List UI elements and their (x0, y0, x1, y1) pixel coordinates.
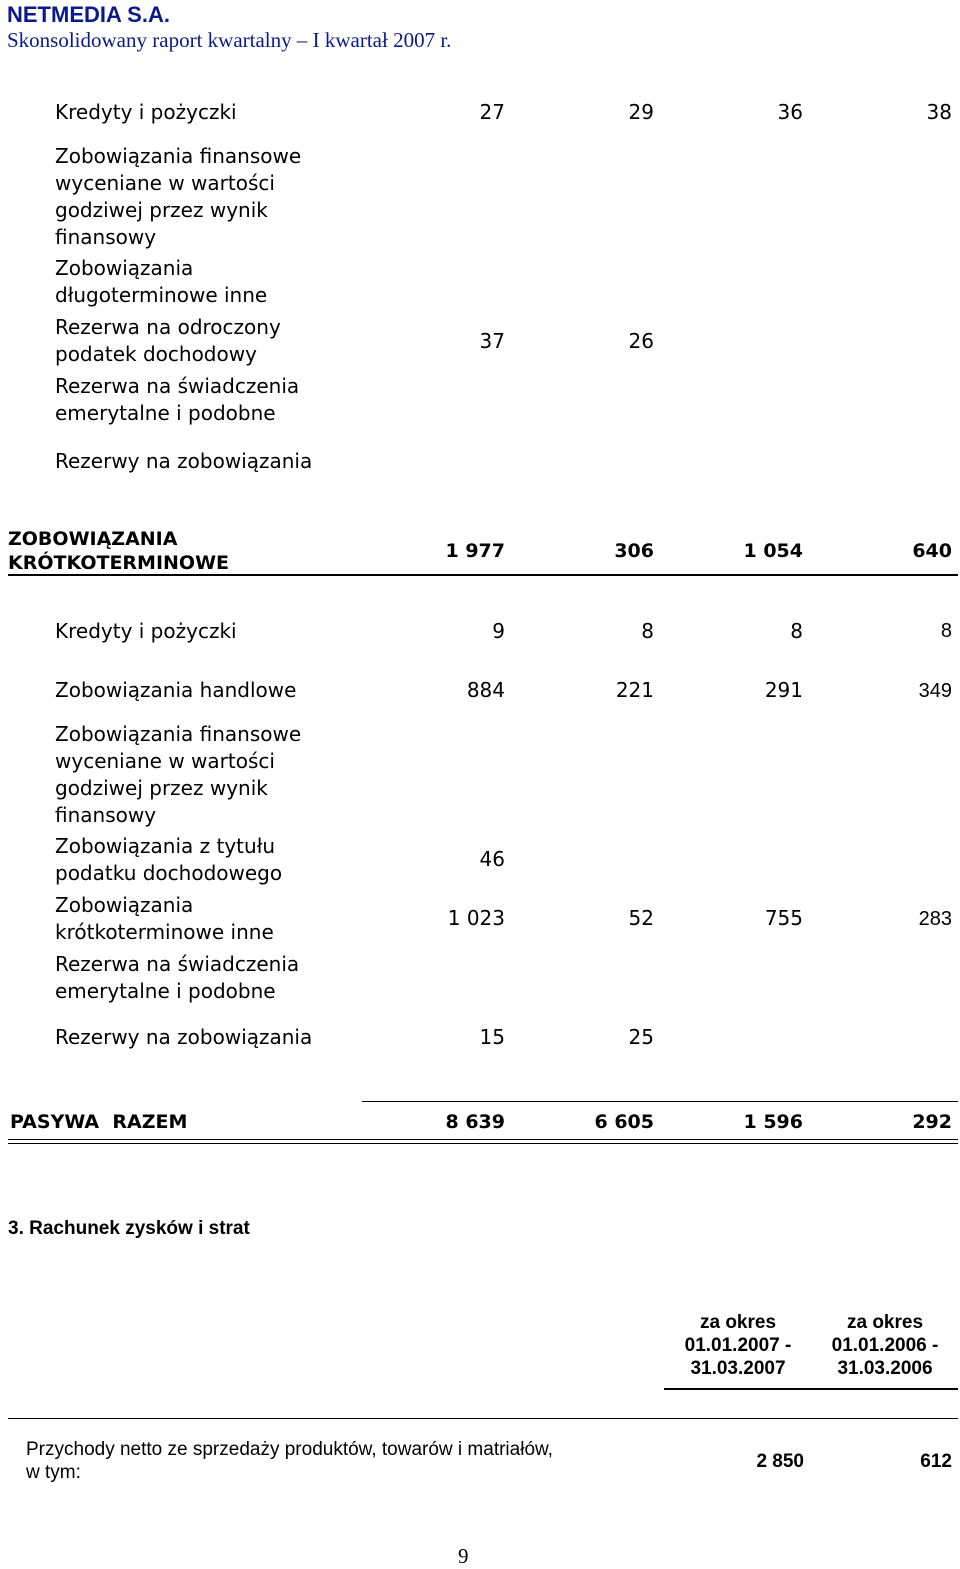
table-cell: 291 (764, 678, 803, 702)
table-row-label: Kredyty i pożyczki (55, 619, 237, 643)
table-row-label: Rezerwa na świadczenia emerytalne i podobne (55, 952, 300, 1003)
revenue-value: 612 (920, 1451, 952, 1472)
total-value: 292 (912, 1111, 952, 1133)
table-cell: 52 (628, 906, 654, 930)
divider (8, 1139, 958, 1140)
table-cell: 36 (777, 100, 803, 124)
company-name: NETMEDIA S.A. (7, 2, 170, 27)
table-cell: 8 (940, 620, 952, 642)
table-cell: 27 (479, 100, 505, 124)
divider (362, 1101, 958, 1102)
revenue-label-line: Przychody netto ze sprzedaży produktów, towarów i matriałów, (26, 1439, 553, 1460)
divider (8, 1143, 958, 1144)
total-value: 1 596 (743, 1111, 803, 1133)
revenue-value: 2 850 (756, 1451, 804, 1472)
section-title: 3. Rachunek zysków i strat (8, 1218, 250, 1239)
table-cell: 221 (615, 678, 654, 702)
table-cell: 349 (918, 680, 952, 702)
column-header-line: 01.01.2006 - (831, 1335, 939, 1356)
table-cell: 8 (641, 619, 654, 643)
section-header-value: 1 054 (743, 540, 803, 562)
column-header-line: za okres (846, 1312, 924, 1333)
divider (8, 574, 958, 576)
divider (664, 1388, 958, 1390)
table-row-label: Zobowiązania długoterminowe inne (55, 256, 268, 307)
table-cell: 755 (764, 906, 803, 930)
table-row-label: Rezerwy na zobowiązania (55, 449, 313, 473)
revenue-label-line: w tym: (26, 1462, 81, 1483)
table-cell: 9 (492, 619, 505, 643)
table-row-label: Rezerwy na zobowiązania (55, 1025, 313, 1049)
section-header-label: KRÓTKOTERMINOWE (8, 552, 230, 574)
column-header-line: 31.03.2007 (690, 1358, 786, 1379)
report-title: Skonsolidowany raport kwartalny – I kwartał 2007 r. (7, 28, 452, 52)
section-header-value: 640 (912, 540, 952, 562)
column-header (812, 1311, 958, 1380)
table-cell: 283 (918, 908, 952, 930)
table-cell: 46 (479, 847, 505, 871)
table-cell: 1 023 (447, 906, 505, 930)
table-cell: 25 (628, 1025, 654, 1049)
table-cell: 8 (790, 619, 803, 643)
total-value: 6 605 (594, 1111, 654, 1133)
revenue-label (26, 1438, 553, 1484)
table-row-label: Kredyty i pożyczki (55, 100, 237, 124)
total-label: PASYWA RAZEM (10, 1111, 188, 1133)
total-value: 8 639 (445, 1111, 505, 1133)
section-header-value: 306 (614, 540, 654, 562)
table-cell: 884 (466, 678, 505, 702)
table-row-label: Zobowiązania krótkoterminowe inne (55, 893, 274, 944)
table-row-label: Rezerwa na odroczony podatek dochodowy (55, 315, 281, 366)
column-header-line: 01.01.2007 - (684, 1335, 792, 1356)
table-cell: 38 (926, 100, 952, 124)
table-row-label: Zobowiązania z tytułu podatku dochodowego (55, 834, 283, 885)
table-cell: 15 (479, 1025, 505, 1049)
column-header-line: za okres (699, 1312, 777, 1333)
section-header-value: 1 977 (445, 540, 505, 562)
table-cell: 37 (479, 329, 505, 353)
section-header-label: ZOBOWIĄZANIA (8, 528, 178, 550)
page-number: 9 (458, 1544, 469, 1568)
column-header (664, 1311, 812, 1380)
table-row-label: Zobowiązania finansowe wyceniane w wartości godziwej przez wynik finansowy (55, 144, 302, 249)
divider (8, 1418, 958, 1419)
table-cell: 29 (628, 100, 654, 124)
table-row-label: Zobowiązania handlowe (55, 678, 297, 702)
table-row-label: Rezerwa na świadczenia emerytalne i podobne (55, 374, 300, 425)
table-cell: 26 (628, 329, 654, 353)
column-header-line: 31.03.2006 (837, 1358, 933, 1379)
table-row-label: Zobowiązania finansowe wyceniane w wartości godziwej przez wynik finansowy (55, 722, 302, 827)
